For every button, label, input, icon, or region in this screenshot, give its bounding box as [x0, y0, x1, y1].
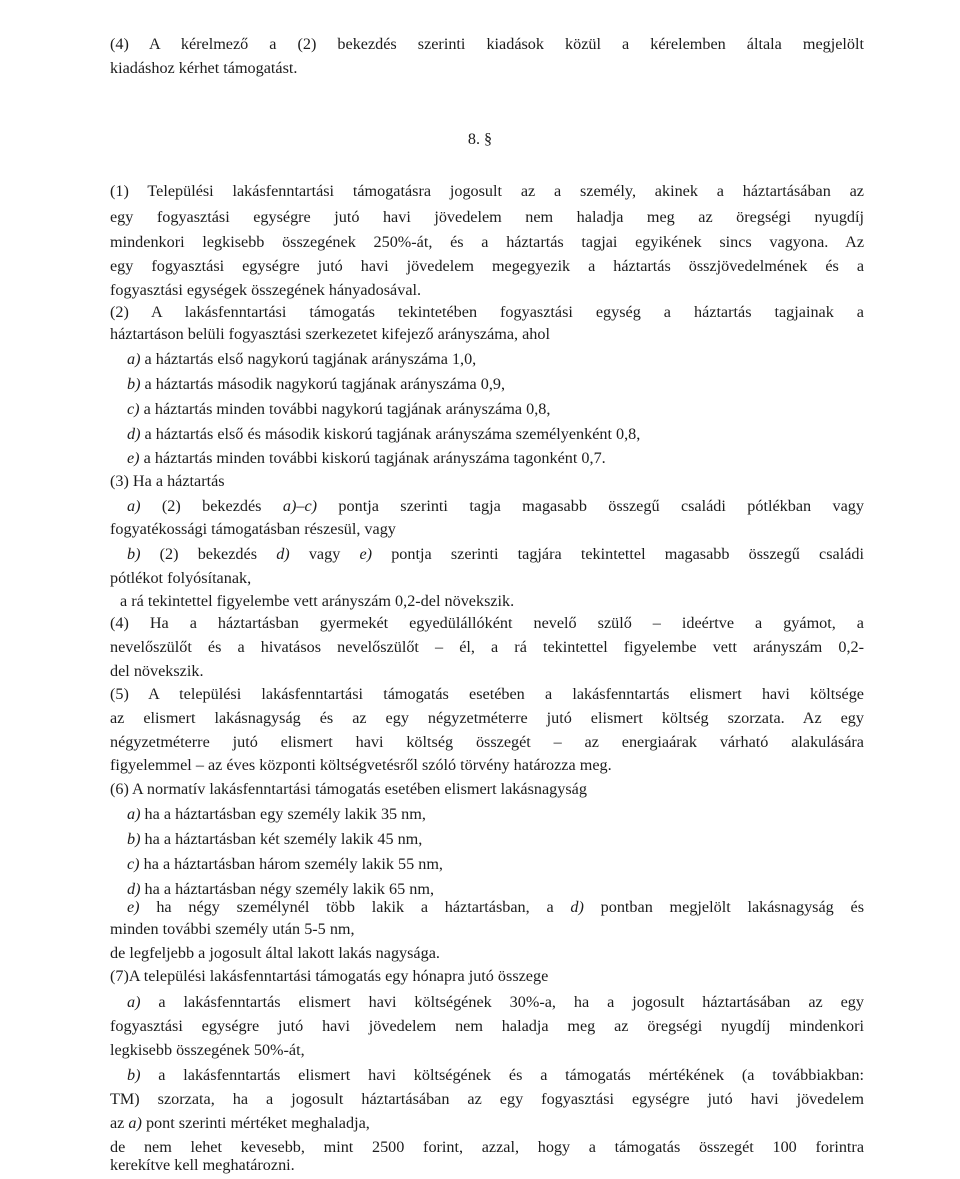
item-text: a háztartás második nagykorú tagjának arányszáma 0,9,	[140, 375, 506, 393]
item-text: a lakásfenntartás elismert havi költségének 30%-a, ha a jogosult háztartásában az egy	[140, 993, 864, 1011]
item-marker: e)	[127, 898, 140, 916]
list-item	[127, 397, 864, 421]
text-line: fogyasztási egységek összegének hányadosával.	[110, 281, 422, 299]
text-line: (5) A települési lakásfenntartási támogatás esetében a lakásfenntartás elismert havi költsége	[110, 685, 864, 703]
item-marker: b)	[127, 830, 141, 848]
text-line: (3) Ha a háztartás	[110, 472, 225, 490]
item-text: ha a háztartásban három személy lakik 55 nm,	[139, 855, 443, 873]
item-text: pontja szerinti tagjára tekintettel magasabb összegű családi	[372, 545, 864, 563]
list-item	[127, 446, 864, 470]
text-line: mindenkori legkisebb összegének 250%-át, és a háztartás tagjai egyikének sincs vagyona. Az	[110, 233, 864, 251]
item-text: pont szerinti mértéket meghaladja,	[141, 1114, 370, 1132]
item-text: pontja szerinti tagja magasabb összegű családi pótlékban vagy	[317, 497, 864, 515]
text-line: (4) A kérelmező a (2) bekezdés szerinti kiadások közül a kérelemben általa megjelölt	[110, 35, 864, 53]
item-marker: e)	[127, 449, 140, 467]
item-marker: c)	[127, 400, 140, 418]
cross-reference: e)	[359, 545, 373, 563]
item-text: ha a háztartásban négy személy lakik 65 nm,	[140, 880, 435, 898]
text-line: kerekítve kell meghatározni.	[110, 1156, 295, 1174]
text-line: de nem lehet kevesebb, mint 2500 forint, azzal, hogy a támogatás összegét 100 forintra	[110, 1138, 864, 1156]
text-line: kiadáshoz kérhet támogatást.	[110, 59, 298, 77]
item-text: a háztartás minden további kiskorú tagjának arányszáma tagonként 0,7.	[139, 449, 606, 467]
item-marker: a)	[127, 993, 141, 1011]
text-line: TM) szorzata, ha a jogosult háztartásában az egy fogyasztási egységre jutó havi jövedelem	[110, 1090, 864, 1108]
list-item	[127, 542, 864, 566]
text-line: pótlékot folyósítanak,	[110, 569, 252, 587]
cross-reference: a)	[128, 1114, 142, 1132]
item-marker: b)	[127, 375, 141, 393]
item-text: (2) bekezdés	[140, 545, 277, 563]
text-line: (7)A települési lakásfenntartási támogatás egy hónapra jutó összege	[110, 967, 549, 985]
item-text: vagy	[289, 545, 360, 563]
item-marker: a)	[127, 350, 141, 368]
list-item	[127, 372, 864, 396]
text-line: nevelőszülőt és a hivatásos nevelőszülőt – él, a rá tekintettel figyelembe vett arányszám 0,2-	[110, 638, 864, 656]
item-text: az	[110, 1114, 129, 1132]
item-marker: b)	[127, 1066, 141, 1084]
text-line: del növekszik.	[110, 662, 204, 680]
list-item	[127, 990, 864, 1014]
item-marker: c)	[127, 855, 140, 873]
text-line	[110, 1111, 864, 1135]
text-line: minden további személy után 5-5 nm,	[110, 920, 355, 938]
item-marker: a)	[127, 497, 141, 515]
text-line: de legfeljebb a jogosult által lakott lakás nagysága.	[110, 944, 440, 962]
item-text: (2) bekezdés	[140, 497, 283, 515]
list-item	[127, 347, 864, 371]
item-text: ha a háztartásban egy személy lakik 35 nm,	[140, 805, 426, 823]
text-line: háztartáson belüli fogyasztási szerkezetet kifejező arányszáma, ahol	[110, 325, 550, 343]
item-marker: b)	[127, 545, 141, 563]
list-item	[127, 895, 864, 919]
item-marker: d)	[127, 425, 141, 443]
text-line: fogyasztási egységre jutó havi jövedelem nem haladja meg az öregségi nyugdíj mindenkori	[110, 1017, 864, 1035]
text-line: négyzetméterre jutó elismert havi költség összegét – az energiaárak várható alakulására	[110, 733, 864, 751]
text-line: az elismert lakásnagyság és az egy négyzetméterre jutó elismert költség szorzata. Az egy	[110, 709, 864, 727]
item-text: a háztartás első nagykorú tagjának arányszáma 1,0,	[140, 350, 477, 368]
cross-reference: d)	[276, 545, 290, 563]
cross-reference: d)	[570, 898, 584, 916]
item-text: a lakásfenntartás elismert havi költségének és a támogatás mértékének (a továbbiakban:	[140, 1066, 864, 1084]
list-item	[127, 494, 864, 518]
text-line: (1) Települési lakásfenntartási támogatásra jogosult az a személy, akinek a háztartásában az	[110, 182, 864, 200]
item-marker: a)	[127, 805, 141, 823]
text-line: figyelemmel – az éves központi költségvetésről szóló törvény határozza meg.	[110, 756, 612, 774]
section-title: 8. §	[467, 130, 493, 148]
text-line: a rá tekintettel figyelembe vett arányszám 0,2-del növekszik.	[120, 592, 515, 610]
text-line: (4) Ha a háztartásban gyermekét egyedülállóként nevelő szülő – ideértve a gyámot, a	[110, 614, 864, 632]
text-line: egy fogyasztási egységre jutó havi jövedelem megegyezik a háztartás összjövedelmének és a	[110, 257, 864, 275]
item-text: ha négy személynél több lakik a háztartásban, a	[139, 898, 571, 916]
text-line: (6) A normatív lakásfenntartási támogatás esetében elismert lakásnagyság	[110, 780, 587, 798]
list-item	[127, 827, 864, 851]
item-marker: d)	[127, 880, 141, 898]
item-text: a háztartás minden további nagykorú tagjának arányszáma 0,8,	[139, 400, 551, 418]
item-text: ha a háztartásban két személy lakik 45 nm,	[140, 830, 423, 848]
text-line: (2) A lakásfenntartási támogatás tekintetében fogyasztási egység a háztartás tagjainak a	[110, 303, 864, 321]
cross-reference: a)–c)	[282, 497, 318, 515]
list-item	[127, 1063, 864, 1087]
text-line: fogyatékossági támogatásban részesül, vagy	[110, 520, 396, 538]
list-item	[127, 802, 864, 826]
list-item	[127, 422, 864, 446]
item-text: a háztartás első és második kiskorú tagjának arányszáma személyenként 0,8,	[140, 425, 641, 443]
item-text: pontban megjelölt lakásnagyság és	[583, 898, 864, 916]
text-line: egy fogyasztási egységre jutó havi jövedelem nem haladja meg az öregségi nyugdíj	[110, 208, 864, 226]
text-line: legkisebb összegének 50%-át,	[110, 1041, 305, 1059]
list-item	[127, 852, 864, 876]
